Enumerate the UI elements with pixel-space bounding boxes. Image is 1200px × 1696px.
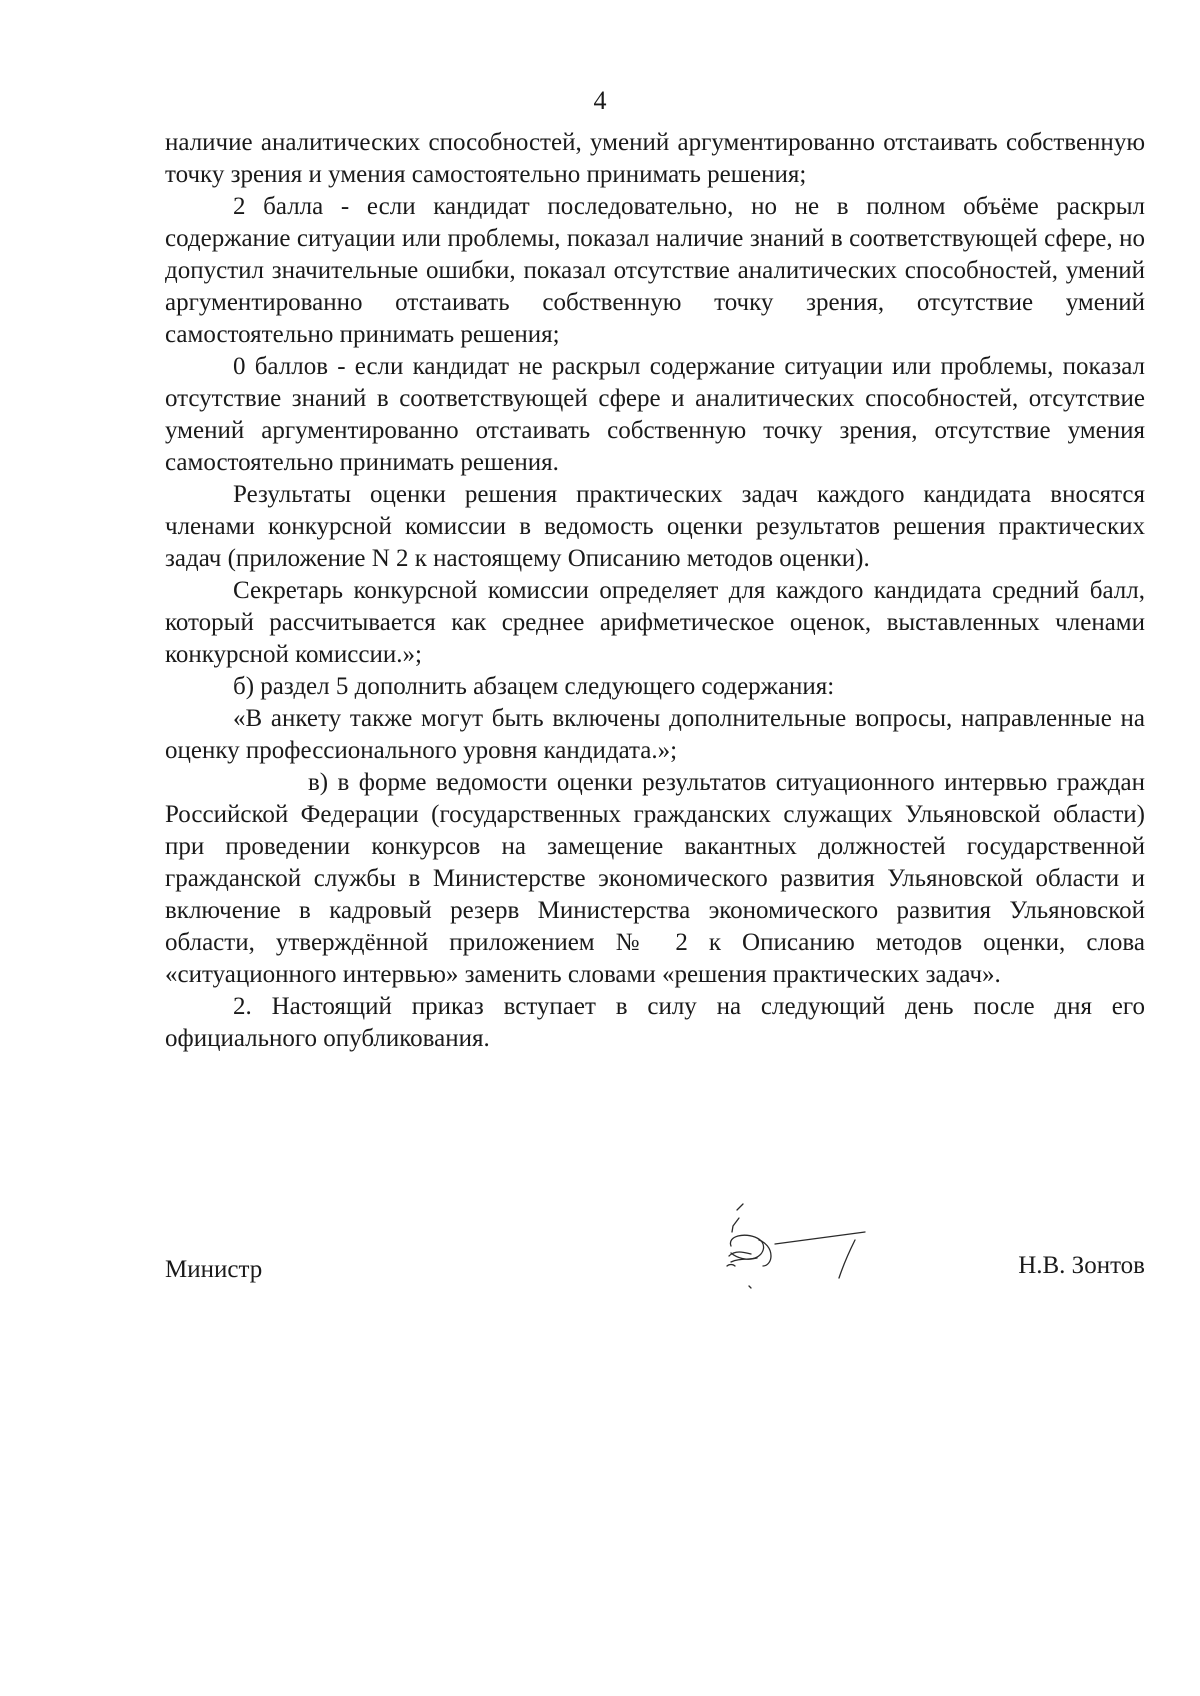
paragraph-2-points: 2 балла - если кандидат последовательно, но не в полном объёме раскрыл содержание ситуации или проблемы, показал наличие знаний в соответствующей сфере, но допустил значительные ошибки, показал отсутствие аналитических способностей, умений аргументированно отстаивать собственную точку зрения, отсутствие умений самостоятельно принимать решения; <box>165 193 1145 348</box>
page-number: 4 <box>593 86 607 115</box>
paragraph-continuation: наличие аналитических способностей, умений аргументированно отстаивать собственную точку зрения и умения самостоятельно принимать решения; <box>165 129 1145 188</box>
handwritten-signature <box>705 1196 875 1296</box>
paragraph-effective-date: 2. Настоящий приказ вступает в силу на следующий день после дня его официального опубликования. <box>165 993 1145 1052</box>
document-body <box>165 127 1145 1055</box>
paragraph-questionnaire: «В анкету также могут быть включены дополнительные вопросы, направленные на оценку профессионального уровня кандидата.»; <box>165 705 1145 764</box>
signatory-name: Н.В. Зонтов <box>1018 1252 1145 1279</box>
signature-block <box>165 1240 1145 1300</box>
paragraph-secretary: Секретарь конкурсной комиссии определяет для каждого кандидата средний балл, который рассчитывается как среднее арифметическое оценок, выставленных членами конкурсной комиссии.»; <box>165 577 1145 668</box>
paragraph-item-b: б) раздел 5 дополнить абзацем следующего содержания: <box>233 673 835 700</box>
paragraph-results: Результаты оценки решения практических задач каждого кандидата вносятся членами конкурсной комиссии в ведомость оценки результатов решения практических задач (приложение N 2 к настоящему Описанию методов оценки). <box>165 481 1145 572</box>
paragraph-0-points: 0 баллов - если кандидат не раскрыл содержание ситуации или проблемы, показал отсутствие знаний в соответствующей сфере и аналитических способностей, отсутствие умений аргументированно отстаивать собственную точку зрения, отсутствие умения самостоятельно принимать решения. <box>165 353 1145 476</box>
signatory-title: Министр <box>165 1256 263 1283</box>
paragraph-item-v: в) в форме ведомости оценки результатов ситуационного интервью граждан Российской Федерации (государственных гражданских служащих Ульяновской области) при проведении конкурсов на замещение вакантных должностей государственной гражданской службы в Министерстве экономического развития Ульяновской области и включение в кадровый резерв Министерства экономического развития Ульяновской области, утверждённой приложением № 2 к Описанию методов оценки, слова «ситуационного интервью» заменить словами «решения практических задач». <box>165 769 1145 988</box>
